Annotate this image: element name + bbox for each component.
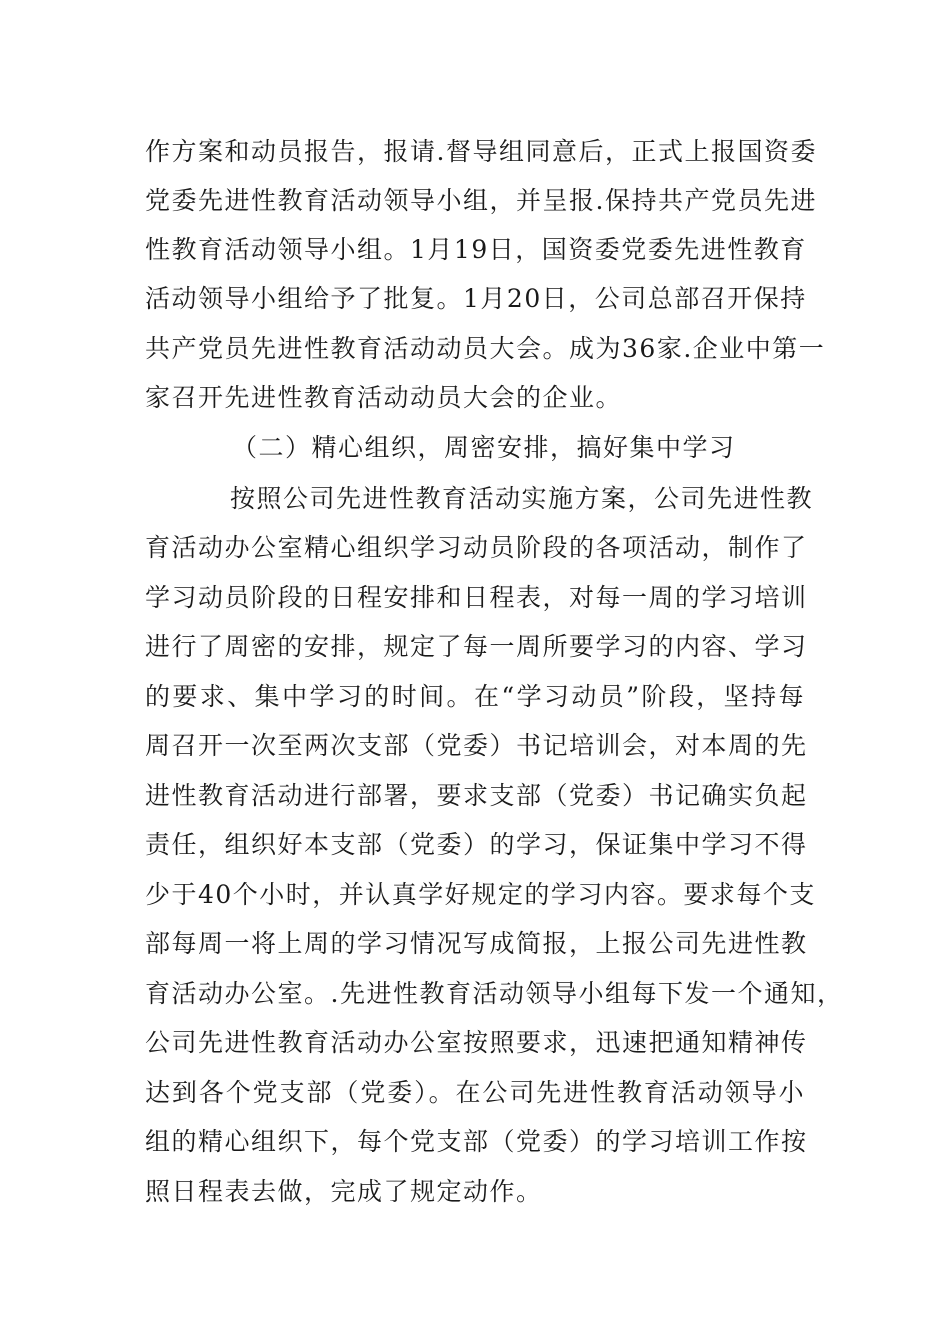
paragraph-line: 按照公司先进性教育活动实施方案，公司先进性教 xyxy=(230,484,814,513)
paragraph-line: 公司先进性教育活动办公室按照要求，迅速把通知精神传 xyxy=(145,1028,808,1057)
paragraph-line: 少于40个小时，并认真学好规定的学习内容。要求每个支 xyxy=(145,880,816,909)
paragraph-line: 照日程表去做，完成了规定动作。 xyxy=(145,1177,543,1206)
paragraph-line: 性教育活动领导小组。1月19日，国资委党委先进性教育 xyxy=(145,235,807,264)
paragraph-line: 周召开一次至两次支部（党委）书记培训会，对本周的先 xyxy=(145,731,808,760)
paragraph-line: 活动领导小组给予了批复。1月20日，公司总部召开保持 xyxy=(145,284,807,313)
paragraph-line: 的要求、集中学习的时间。在“学习动员”阶段，坚持每 xyxy=(145,682,805,711)
paragraph-line: 达到各个党支部（党委）。在公司先进性教育活动领导小 xyxy=(145,1078,805,1107)
paragraph-line: 家召开先进性教育活动动员大会的企业。 xyxy=(145,383,623,412)
paragraph-line: 组的精心组织下，每个党支部（党委）的学习培训工作按 xyxy=(145,1127,808,1156)
paragraph-line: 进行了周密的安排，规定了每一周所要学习的内容、学习 xyxy=(145,632,808,661)
paragraph-line: 党委先进性教育活动领导小组，并呈报.保持共产党员先进 xyxy=(145,186,817,215)
paragraph-line: 作方案和动员报告，报请.督导组同意后，正式上报国资委 xyxy=(145,137,817,166)
paragraph-line: 育活动办公室精心组织学习动员阶段的各项活动，制作了 xyxy=(145,533,808,562)
paragraph-line: 责任，组织好本支部（党委）的学习，保证集中学习不得 xyxy=(145,830,808,859)
paragraph-line: 育活动办公室。.先进性教育活动领导小组每下发一个通知， xyxy=(145,979,844,1008)
paragraph-line: 部每周一将上周的学习情况写成简报，上报公司先进性教 xyxy=(145,929,808,958)
paragraph-line: 进性教育活动进行部署，要求支部（党委）书记确实负起 xyxy=(145,781,808,810)
section-heading: （二）精心组织，周密安排，搞好集中学习 xyxy=(232,433,736,462)
paragraph-line: 学习动员阶段的日程安排和日程表，对每一周的学习培训 xyxy=(145,583,808,612)
paragraph-line: 共产党员先进性教育活动动员大会。成为36家.企业中第一 xyxy=(145,334,826,363)
